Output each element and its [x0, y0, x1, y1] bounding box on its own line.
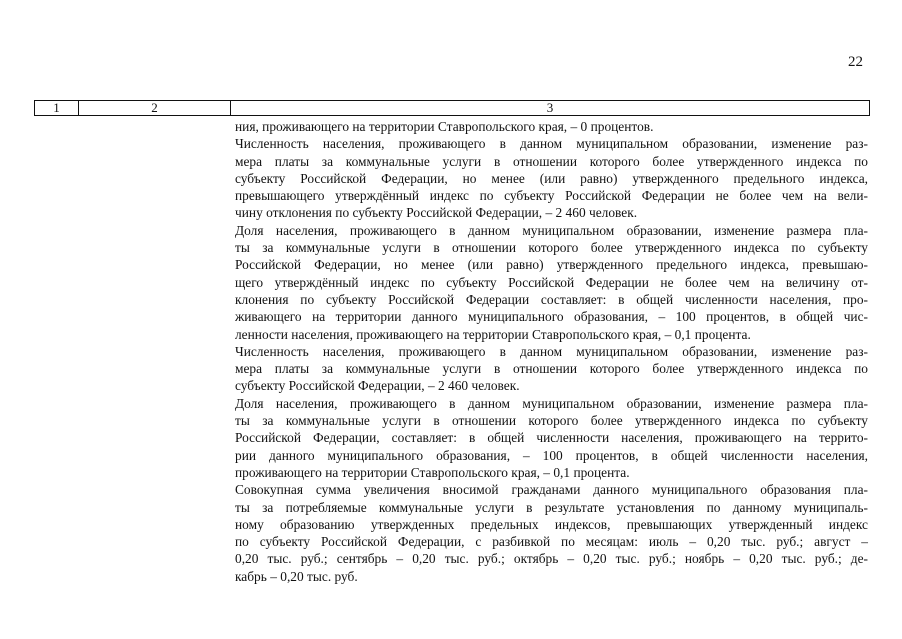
- text-line: мера платы за коммунальные услуги в отношении которого более утвержденного индекса по: [235, 361, 868, 377]
- text-line: ния, проживающего на территории Ставропольского края, – 0 процентов.: [235, 119, 654, 134]
- text-line: Доля населения, проживающего в данном муниципальном образовании, изменение размера пла-: [235, 222, 868, 238]
- paragraph: [235, 343, 868, 395]
- page-number: 22: [848, 54, 863, 70]
- text-line: ленности населения, проживающего на территории Ставропольского края, – 0,1 процента.: [235, 326, 751, 342]
- text-line: щего утверждённый индекс по субъекту Российской Федерации не более чем на величину от-: [235, 274, 868, 290]
- text-line: клонения по субъекту Российской Федерации составляет: в общей численности населения, про-: [235, 291, 868, 307]
- text-line: Российской Федерации, но менее (или равно) утвержденного предельного индекса, превышаю-: [235, 257, 868, 273]
- text-line: кабрь – 0,20 тыс. руб.: [235, 568, 358, 584]
- text-line: превышающего утверждённый индекс по субъекту Российской Федерации не более чем на вели-: [235, 188, 868, 204]
- text-line: субъекту Российской Федерации, но менее (или равно) утвержденного предельного индекса,: [235, 170, 868, 186]
- text-line: Численность населения, проживающего в данном муниципальном образовании, изменение раз-: [235, 136, 868, 152]
- text-line: ному образованию утвержденных предельных индексов, превышающих утвержденный индекс: [235, 516, 868, 532]
- text-line: по субъекту Российской Федерации, с разбивкой по месяцам: июль – 0,20 тыс. руб.; август –: [235, 534, 868, 550]
- text-line: ты за коммунальные услуги в отношении которого более утвержденного индекса по субъекту: [235, 240, 868, 256]
- text-line: 0,20 тыс. руб.; сентябрь – 0,20 тыс. руб.; октябрь – 0,20 тыс. руб.; ноябрь – 0,20 тыс. руб.; де-: [235, 551, 868, 567]
- table-header-cell-3: 3: [546, 100, 554, 115]
- paragraph: [235, 395, 868, 481]
- text-line: рии данного муниципального образования, – 100 процентов, в общей численности населения,: [235, 447, 868, 463]
- text-line: чину отклонения по субъекту Российской Федерации, – 2 460 человек.: [235, 205, 638, 221]
- paragraph: [235, 481, 868, 585]
- text-line: проживающего на территории Ставропольского края, – 0,1 процента.: [235, 464, 630, 480]
- text-line: ты за коммунальные услуги в отношении которого более утвержденного индекса по субъекту: [235, 413, 868, 429]
- table-header-cell-1: 1: [35, 101, 79, 115]
- text-line: субъекту Российской Федерации, – 2 460 человек.: [235, 378, 520, 394]
- text-line: мера платы за коммунальные услуги в отношении которого более утвержденного индекса по: [235, 153, 868, 169]
- text-line: Российской Федерации, составляет: в общей численности населения, проживающего на террито-: [235, 430, 868, 446]
- paragraph: [235, 135, 868, 221]
- paragraph: [235, 222, 868, 343]
- document-body: [235, 118, 868, 585]
- text-line: живающего на территории данного муниципального образования, – 100 процентов, в общей чис-: [235, 309, 868, 325]
- table-header-row: [34, 100, 870, 116]
- text-line: Доля населения, проживающего в данном муниципальном образовании, изменение размера пла-: [235, 395, 868, 411]
- text-line: ты за потребляемые коммунальные услуги в результате установления по данному муниципаль-: [235, 499, 868, 515]
- table-header-cell-2: 2: [79, 101, 231, 115]
- text-line: Численность населения, проживающего в данном муниципальном образовании, изменение раз-: [235, 343, 868, 359]
- text-line: Совокупная сумма увеличения вносимой гражданами данного муниципального образования пла-: [235, 482, 868, 498]
- paragraph: [235, 118, 868, 135]
